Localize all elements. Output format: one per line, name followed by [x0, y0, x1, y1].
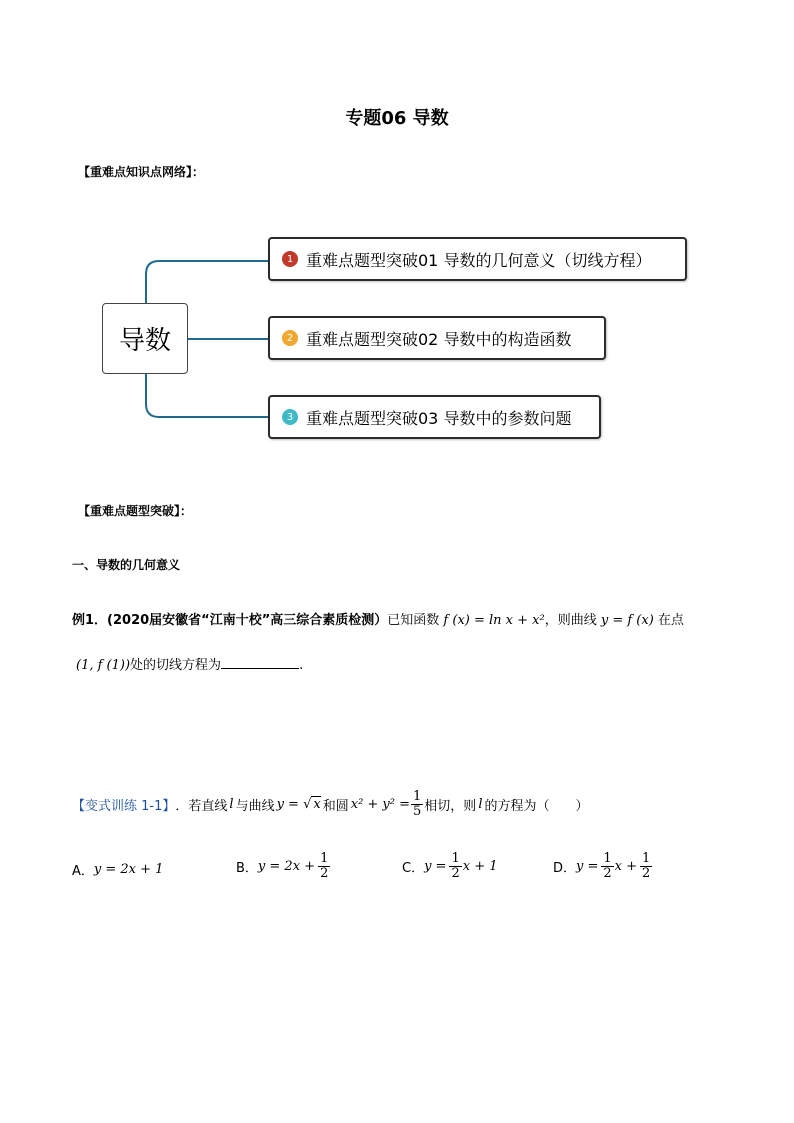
option-expr: x + — [614, 859, 638, 874]
option-letter: B． — [236, 861, 258, 876]
option-expr: y = 2x + 1 — [93, 862, 164, 877]
option-expr: y = 2x + — [257, 859, 316, 874]
example-1-text: . — [299, 658, 304, 673]
option-letter: C． — [402, 861, 425, 876]
math-line-l: l — [478, 797, 483, 812]
variant-text: 相切，则 — [424, 799, 477, 814]
variant-text: 和圆 — [322, 799, 349, 814]
math-curve-sqrt: y = √ x — [276, 797, 321, 812]
math-point: (1, f (1)) — [76, 658, 131, 673]
math-function: f (x) = ln x + x² — [443, 613, 545, 628]
mindmap-node-1 — [268, 237, 687, 281]
math-curve: y = f (x) — [600, 613, 654, 628]
option-b[interactable] — [236, 852, 331, 881]
example-1-line-1 — [72, 609, 684, 628]
math-circle: x² + y² = — [350, 797, 411, 812]
variant-label: 【变式训练 1-1】 — [72, 799, 176, 814]
variant-1-1 — [72, 790, 589, 819]
example-1-text: 处的切线方程为 — [130, 658, 222, 673]
math-line-l: l — [229, 797, 234, 812]
badge-3: 3 — [282, 409, 298, 425]
subsection-heading: 一、导数的几何意义 — [72, 558, 181, 572]
fraction: $\frac{1}{5}$ — [413, 789, 422, 819]
fraction: $\frac{1}{2}$ — [451, 851, 460, 881]
example-1-line-2 — [76, 654, 303, 673]
connector-line-3 — [146, 373, 268, 417]
answer-blank[interactable] — [221, 656, 299, 669]
mindmap-node-2 — [268, 316, 606, 360]
mindmap-node-label: 重难点题型突破03 导数中的参数问题 — [306, 408, 572, 428]
option-expr: x + 1 — [462, 859, 498, 874]
section-heading-breakthrough: 【重难点题型突破】： — [78, 504, 193, 518]
option-d[interactable] — [553, 852, 653, 881]
mindmap-node-3 — [268, 395, 601, 439]
mindmap-node-label: 重难点题型突破01 导数的几何意义（切线方程） — [306, 250, 652, 270]
option-letter: A． — [72, 864, 94, 879]
fraction: $\frac{1}{2}$ — [603, 851, 612, 881]
fraction: $\frac{1}{2}$ — [320, 851, 329, 881]
option-c[interactable] — [402, 852, 498, 881]
mindmap-node-label: 重难点题型突破02 导数中的构造函数 — [306, 329, 572, 349]
mindmap-connectors — [0, 0, 794, 460]
connector-line-1 — [146, 261, 268, 303]
badge-2: 2 — [282, 330, 298, 346]
section-heading-network: 【重难点知识点网络】： — [78, 165, 205, 179]
option-letter: D． — [553, 861, 577, 876]
option-expr: y = — [576, 859, 599, 874]
page-title: 专题06 导数 — [345, 108, 449, 129]
example-1-text: ，则曲线 — [544, 613, 597, 628]
option-expr: y = — [424, 859, 447, 874]
fraction: $\frac{1}{2}$ — [642, 851, 651, 881]
example-1-label: 例1．(2020届安徽省“江南十校”高三综合素质检测） — [72, 613, 388, 628]
example-1-text: 在点 — [657, 613, 684, 628]
badge-1: 1 — [282, 251, 298, 267]
option-a[interactable] — [72, 860, 163, 879]
variant-text: ．若直线 — [175, 799, 228, 814]
variant-text: 与曲线 — [235, 799, 275, 814]
variant-text: 的方程为（ ） — [484, 799, 589, 814]
example-1-text: 已知函数 — [387, 613, 440, 628]
mindmap-root: 导数 — [102, 303, 188, 374]
